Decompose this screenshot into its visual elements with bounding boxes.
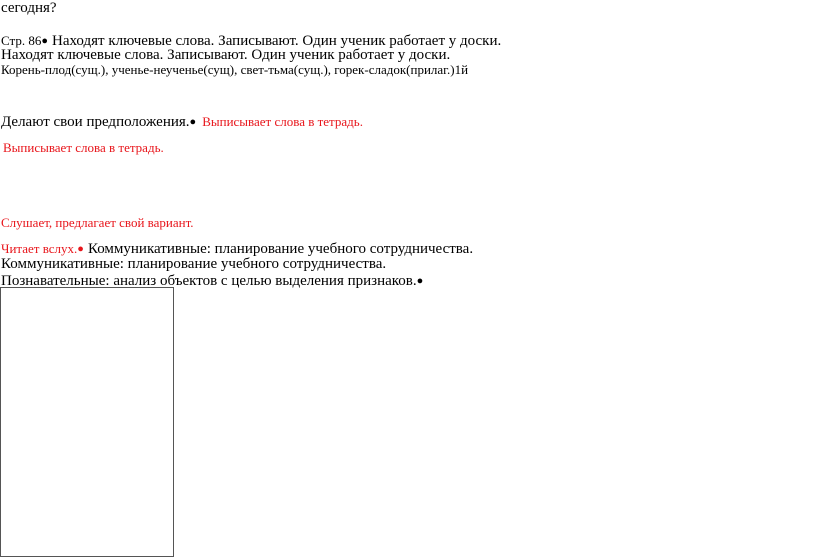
listens-offers-red: Слушает, предлагает свой вариант. (1, 215, 194, 230)
writes-words-red-2: Выписывает слова в тетрадь. (3, 140, 164, 155)
cognitive-text: Познавательные: анализ объектов с целью выделения признаков. (1, 273, 417, 289)
bullet-icon: ● (41, 35, 48, 47)
reads-aloud-red: Читает вслух. (1, 241, 78, 256)
empty-table-frame (0, 287, 174, 557)
line-sevodnya: сегодня? (1, 0, 57, 16)
line-predictions (1, 114, 363, 130)
bullet-icon: ● (189, 116, 197, 128)
line-keywords-1: Находят ключевые слова. Записывают. Один ученик работает у доски. (52, 33, 502, 49)
writes-words-red-1: Выписывает слова в тетрадь. (202, 114, 363, 129)
line-keywords-2: Находят ключевые слова. Записывают. Один ученик работает у доски. (1, 47, 451, 63)
communicative-1: Коммуникативные: планирование учебного сотрудничества. (87, 241, 474, 257)
communicative-2: Коммуникативные: планирование учебного сотрудничества. (1, 256, 387, 272)
predictions-text: Делают свои предположения. (1, 114, 190, 130)
line-word-pairs: Корень-плод(сущ.), ученье-неученье(сущ), свет-тьма(сущ.), горек-сладок(прилаг.)1й (1, 62, 469, 77)
bullet-icon: ● (416, 275, 424, 287)
page-ref: Стр. 86 (1, 33, 42, 48)
bullet-icon: ● (77, 243, 84, 255)
line-reads-aloud (1, 241, 473, 257)
